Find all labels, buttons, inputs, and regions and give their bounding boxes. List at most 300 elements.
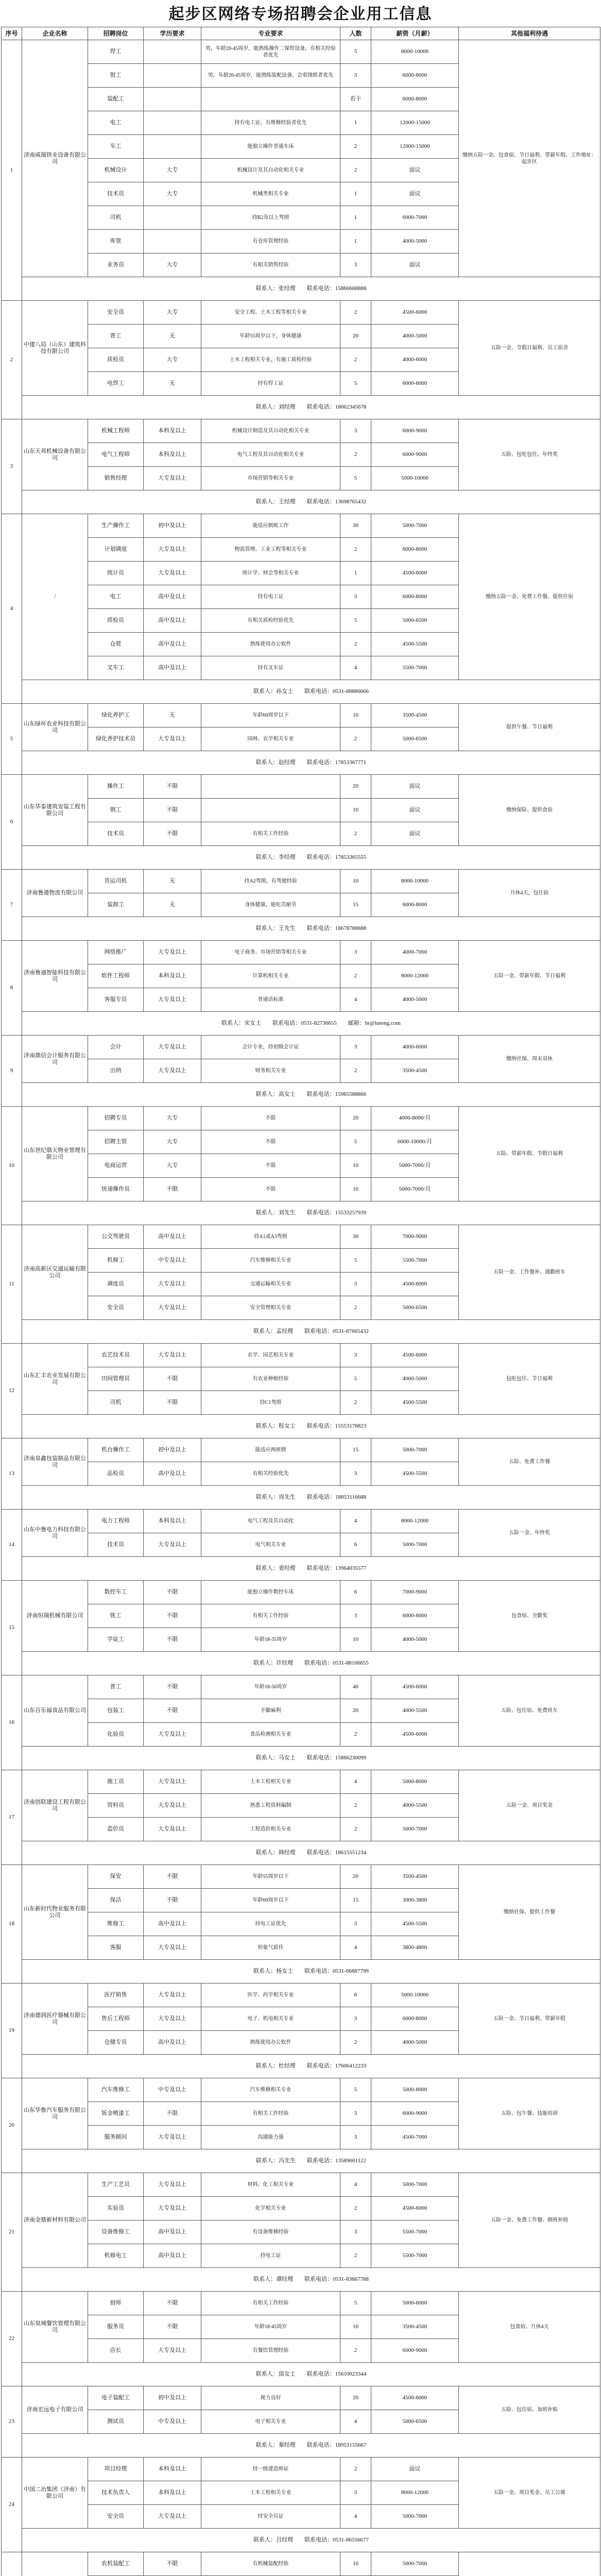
headcount: 40 bbox=[340, 1675, 371, 1699]
major-requirement: 汽车维修相关专业 bbox=[201, 2078, 340, 2102]
table-row bbox=[2, 1107, 600, 1130]
company-number: 9 bbox=[2, 1036, 22, 1107]
job-title: 计划调度 bbox=[88, 538, 144, 562]
job-title: 快递操作员 bbox=[88, 1178, 144, 1201]
headcount: 3 bbox=[340, 941, 371, 964]
major-requirement: 有相关工作经验 bbox=[201, 2102, 340, 2126]
salary: 7000-9000 bbox=[371, 1581, 459, 1604]
job-title: 田间管理员 bbox=[88, 1367, 144, 1391]
salary: 12000-15000 bbox=[371, 135, 459, 159]
major-requirement: 年龄60周岁以下 bbox=[201, 1889, 340, 1912]
education-requirement: 大专及以上 bbox=[144, 1794, 201, 1818]
company-name: 山东泉城餐饮管理有限公司 bbox=[22, 2292, 88, 2363]
table-row bbox=[2, 2458, 600, 2481]
table-row bbox=[2, 1865, 600, 1889]
benefits: 缴纳社保、周末双休 bbox=[459, 1036, 600, 1083]
headcount: 3 bbox=[340, 1912, 371, 1936]
headcount: 10 bbox=[340, 2315, 371, 2339]
major-requirement: 交通运输相关专业 bbox=[201, 1273, 340, 1296]
contact-info: 联系人：高女士 联系电话：15965588866 bbox=[22, 1083, 600, 1107]
headcount: 3 bbox=[340, 419, 371, 443]
major-requirement: 普通话标准 bbox=[201, 988, 340, 1012]
company-name: 山东汇丰农业发展有限公司 bbox=[22, 1344, 88, 1415]
salary: 4500-6000 bbox=[371, 2197, 459, 2221]
benefits: 缴纳五险一金、免费工作餐、提供住宿 bbox=[459, 514, 600, 680]
education-requirement: 大专及以上 bbox=[144, 1818, 201, 1841]
major-requirement: 熟练使用办公软件 bbox=[201, 633, 340, 656]
headcount: 10 bbox=[340, 1178, 371, 1201]
headcount: 5 bbox=[340, 2078, 371, 2102]
salary: 5000-7000/月 bbox=[371, 1154, 459, 1178]
headcount: 2 bbox=[340, 1794, 371, 1818]
job-title: 调度员 bbox=[88, 1273, 144, 1296]
company-name: 济南泉鑫包装制品有限公司 bbox=[22, 1438, 88, 1486]
headcount: 1 bbox=[340, 182, 371, 206]
company-number: 13 bbox=[2, 1438, 22, 1510]
benefits: 五险一金、免费工作餐、倒班补助 bbox=[459, 2173, 600, 2268]
recruitment-table bbox=[1, 27, 600, 2576]
contact-info: 联系人：赵经理 联系电话：17853367771 bbox=[22, 751, 600, 775]
major-requirement bbox=[201, 799, 340, 822]
education-requirement: 不限 bbox=[144, 1675, 201, 1699]
contact-row bbox=[2, 2434, 600, 2458]
education-requirement: 不限 bbox=[144, 1628, 201, 1652]
headcount: 2 bbox=[340, 2031, 371, 2055]
salary: 5500-7000 bbox=[371, 2244, 459, 2268]
education-requirement: 不限 bbox=[144, 775, 201, 799]
education-requirement: 不限 bbox=[144, 2102, 201, 2126]
salary: 5000-8000 bbox=[371, 2078, 459, 2102]
company-number: 2 bbox=[2, 301, 22, 419]
contact-info: 联系人：孟经理 联系电话：0531-87665432 bbox=[22, 1320, 600, 1344]
major-requirement: 持电工证优先 bbox=[201, 1912, 340, 1936]
salary: 3500-4500 bbox=[371, 1059, 459, 1083]
education-requirement: 不限 bbox=[144, 1865, 201, 1889]
headcount: 1 bbox=[340, 562, 371, 585]
headcount: 10 bbox=[340, 1154, 371, 1178]
major-requirement: 能适应两班倒 bbox=[201, 1438, 340, 1462]
salary: 6000-8000 bbox=[371, 2007, 459, 2031]
salary: 8000-10000 bbox=[371, 40, 459, 64]
header-pay: 薪资（月薪） bbox=[371, 27, 459, 40]
benefits: 缴纳社保、提供工作餐 bbox=[459, 1865, 600, 1960]
education-requirement: 本科及以上 bbox=[144, 2458, 201, 2481]
headcount: 5 bbox=[340, 609, 371, 633]
benefits: 五险一金、工作餐补、通勤班车 bbox=[459, 1225, 600, 1320]
company-number: 6 bbox=[2, 775, 22, 870]
contact-row bbox=[2, 2529, 600, 2552]
job-title: 安全员 bbox=[88, 2505, 144, 2529]
header-num: 人数 bbox=[340, 27, 371, 40]
contact-info: 联系人：吕经理 联系电话：0531-86556677 bbox=[22, 2529, 600, 2552]
job-title: 项目经理 bbox=[88, 2458, 144, 2481]
company-name: 中国二冶集团（济南）有限公司 bbox=[22, 2458, 88, 2529]
major-requirement: 计算机相关专业 bbox=[201, 964, 340, 988]
headcount: 2 bbox=[340, 1391, 371, 1415]
education-requirement: 大专及以上 bbox=[144, 1344, 201, 1367]
salary: 5000-7000 bbox=[371, 514, 459, 538]
headcount: 5 bbox=[340, 1249, 371, 1273]
major-requirement: 农学、园艺相关专业 bbox=[201, 1344, 340, 1367]
job-title: 农机装配工 bbox=[88, 2552, 144, 2576]
contact-row bbox=[2, 680, 600, 704]
headcount: 若干 bbox=[340, 88, 371, 111]
job-title: 仓储专员 bbox=[88, 2031, 144, 2055]
headcount: 3 bbox=[340, 2102, 371, 2126]
company-number: 23 bbox=[2, 2386, 22, 2458]
job-title: 铣工 bbox=[88, 1604, 144, 1628]
education-requirement: 大专及以上 bbox=[144, 1296, 201, 1320]
headcount: 2 bbox=[340, 538, 371, 562]
job-title: 设备维修工 bbox=[88, 2221, 144, 2244]
job-title: 软件工程师 bbox=[88, 964, 144, 988]
major-requirement: 化学相关专业 bbox=[201, 2197, 340, 2221]
table-row bbox=[2, 1344, 600, 1367]
table-row bbox=[2, 1984, 600, 2007]
headcount: 3 bbox=[340, 64, 371, 88]
company-name: 山东华泰建筑安装工程有限公司 bbox=[22, 775, 88, 846]
benefits: 五险、包吃包住、年终奖 bbox=[459, 419, 600, 490]
benefits: 五险、包午餐、技能培训 bbox=[459, 2078, 600, 2149]
major-requirement: 持有焊工证 bbox=[201, 372, 340, 396]
major-requirement: 年龄18-50周岁 bbox=[201, 1675, 340, 1699]
job-title: 仓管 bbox=[88, 633, 144, 656]
salary: 5000-8000 bbox=[371, 2292, 459, 2315]
salary: 面议 bbox=[371, 775, 459, 799]
major-requirement: 有仓库管理经验 bbox=[201, 230, 340, 253]
major-requirement: 土木工程相关专业 bbox=[201, 2481, 340, 2505]
table-row bbox=[2, 870, 600, 893]
headcount: 15 bbox=[340, 1438, 371, 1462]
education-requirement: 高中及以上 bbox=[144, 656, 201, 680]
company-number: 1 bbox=[2, 40, 22, 301]
headcount: 2 bbox=[340, 159, 371, 182]
salary: 6000-7000 bbox=[371, 206, 459, 230]
salary: 4000-5500 bbox=[371, 1699, 459, 1723]
job-title: 电焊工 bbox=[88, 372, 144, 396]
salary: 5000-7000 bbox=[371, 1438, 459, 1462]
company-number: 3 bbox=[2, 419, 22, 514]
education-requirement: 不限 bbox=[144, 1889, 201, 1912]
major-requirement: 机械设计制造及其自动化相关专业 bbox=[201, 419, 340, 443]
headcount: 3 bbox=[340, 1273, 371, 1296]
education-requirement: 大专 bbox=[144, 1130, 201, 1154]
headcount: 2 bbox=[340, 822, 371, 846]
contact-info: 联系人：冯先生 联系电话：13589001122 bbox=[22, 2149, 600, 2173]
headcount: 3 bbox=[340, 585, 371, 609]
contact-row bbox=[2, 277, 600, 301]
contact-info: 联系人：程女士 联系电话：15553178823 bbox=[22, 1415, 600, 1438]
education-requirement: 大专 bbox=[144, 159, 201, 182]
table-row bbox=[2, 2292, 600, 2315]
company-number: 22 bbox=[2, 2292, 22, 2386]
major-requirement: 男，年龄20-45周岁，能熟练操作二保焊设备，有相关经验者优先 bbox=[201, 40, 340, 64]
contact-row bbox=[2, 1652, 600, 1675]
contact-info: 联系人：韩经理 联系电话：18615551234 bbox=[22, 1841, 600, 1865]
company-number bbox=[2, 2552, 22, 2576]
contact-info: 联系人：周先生 联系电话：18853116688 bbox=[22, 1486, 600, 1510]
major-requirement bbox=[201, 88, 340, 111]
major-requirement: 不限 bbox=[201, 1107, 340, 1130]
headcount: 2 bbox=[340, 2244, 371, 2268]
major-requirement: 年龄18-45周岁 bbox=[201, 2315, 340, 2339]
major-requirement: 年龄55周岁以下 bbox=[201, 1865, 340, 1889]
job-title: 电工 bbox=[88, 111, 144, 135]
benefits: 五险一金、节日福利、带薪年假 bbox=[459, 1984, 600, 2055]
contact-row bbox=[2, 1486, 600, 1510]
job-title: 施工员 bbox=[88, 1770, 144, 1794]
salary: 6000-8000 bbox=[371, 538, 459, 562]
company-number: 4 bbox=[2, 514, 22, 704]
job-title: 实验员 bbox=[88, 2197, 144, 2221]
education-requirement bbox=[144, 111, 201, 135]
salary: 4500-6000 bbox=[371, 301, 459, 325]
job-title: 公交驾驶员 bbox=[88, 1225, 144, 1249]
major-requirement: 有餐饮管理经验 bbox=[201, 2339, 340, 2363]
job-title: 焊工 bbox=[88, 40, 144, 64]
table-row bbox=[2, 2173, 600, 2197]
job-title: 技术负责人 bbox=[88, 2481, 144, 2505]
education-requirement: 高中及以上 bbox=[144, 2031, 201, 2055]
education-requirement: 不限 bbox=[144, 1604, 201, 1628]
major-requirement: 视力良好 bbox=[201, 2386, 340, 2410]
education-requirement: 大专 bbox=[144, 1107, 201, 1130]
headcount: 10 bbox=[340, 1628, 371, 1652]
salary: 面议 bbox=[371, 822, 459, 846]
education-requirement: 大专及以上 bbox=[144, 2126, 201, 2149]
education-requirement: 无 bbox=[144, 704, 201, 727]
job-title: 司机 bbox=[88, 206, 144, 230]
job-title: 生产工艺员 bbox=[88, 2173, 144, 2197]
company-name: 山东绿环农业科技有限公司 bbox=[22, 704, 88, 751]
salary: 8000-10000 bbox=[371, 870, 459, 893]
contact-info: 联系人：杨女士 联系电话：0531-66887799 bbox=[22, 1960, 600, 1984]
salary: 4500-5500 bbox=[371, 633, 459, 656]
headcount: 4 bbox=[340, 1510, 371, 1533]
job-title: 机修电工 bbox=[88, 2244, 144, 2268]
job-title: 电气工程师 bbox=[88, 443, 144, 467]
headcount: 1 bbox=[340, 111, 371, 135]
salary: 6000-10000/月 bbox=[371, 1130, 459, 1154]
job-title: 电力工程师 bbox=[88, 1510, 144, 1533]
job-title: 品检员 bbox=[88, 1462, 144, 1486]
contact-info: 联系人：王经理 联系电话：13698765432 bbox=[22, 490, 600, 514]
company-name: 济南高新区交通运输有限公司 bbox=[22, 1225, 88, 1320]
benefits: 五险、包住宿、免费班车 bbox=[459, 1675, 600, 1747]
table-row bbox=[2, 1036, 600, 1059]
headcount: 10 bbox=[340, 704, 371, 727]
headcount: 3 bbox=[340, 1462, 371, 1486]
major-requirement: 沟通能力强 bbox=[201, 2126, 340, 2149]
education-requirement: 大专及以上 bbox=[144, 1059, 201, 1083]
headcount: 2 bbox=[340, 727, 371, 751]
major-requirement: 机械设计及其自动化相关专业 bbox=[201, 159, 340, 182]
job-title: 机械设计 bbox=[88, 159, 144, 182]
headcount: 4 bbox=[340, 2505, 371, 2529]
headcount: 20 bbox=[340, 775, 371, 799]
major-requirement: 市场营销等相关专业 bbox=[201, 467, 340, 490]
major-requirement: 持B2及以上驾照 bbox=[201, 206, 340, 230]
headcount: 2 bbox=[340, 443, 371, 467]
education-requirement: 大专及以上 bbox=[144, 1533, 201, 1557]
major-requirement: 机械类相关专业 bbox=[201, 182, 340, 206]
headcount: 3 bbox=[340, 1344, 371, 1367]
benefits: 五险、免费工作餐 bbox=[459, 1438, 600, 1486]
page-title: 起步区网络专场招聘会企业用工信息 bbox=[168, 6, 433, 23]
job-title: 造价员 bbox=[88, 1818, 144, 1841]
job-title: 农艺技术员 bbox=[88, 1344, 144, 1367]
contact-row bbox=[2, 2149, 600, 2173]
job-title: 普工 bbox=[88, 1675, 144, 1699]
salary: 6000-9000 bbox=[371, 443, 459, 467]
major-requirement: 持有叉车证 bbox=[201, 656, 340, 680]
job-title: 售后工程师 bbox=[88, 2007, 144, 2031]
education-requirement: 大专及以上 bbox=[144, 2197, 201, 2221]
company-number: 16 bbox=[2, 1675, 22, 1770]
salary: 6000-9000 bbox=[371, 419, 459, 443]
education-requirement bbox=[144, 230, 201, 253]
salary: 12000-15000 bbox=[371, 111, 459, 135]
job-title: 学徒工 bbox=[88, 1628, 144, 1652]
job-title: 普工 bbox=[88, 325, 144, 348]
salary: 4500-5500 bbox=[371, 1912, 459, 1936]
company-number: 12 bbox=[2, 1344, 22, 1438]
major-requirement: 电气相关专业 bbox=[201, 1533, 340, 1557]
major-requirement: 持电工证 bbox=[201, 2244, 340, 2268]
headcount: 6 bbox=[340, 1581, 371, 1604]
job-title: 机械工程师 bbox=[88, 419, 144, 443]
contact-info: 联系人：许经理 联系电话：0531-88106655 bbox=[22, 1652, 600, 1675]
salary: 3500-4500 bbox=[371, 704, 459, 727]
job-title: 数控车工 bbox=[88, 1581, 144, 1604]
education-requirement: 大专及以上 bbox=[144, 2173, 201, 2197]
job-title: 汽车维修工 bbox=[88, 2078, 144, 2102]
salary: 5000-8000 bbox=[371, 1770, 459, 1794]
table-row bbox=[2, 2078, 600, 2102]
benefits: 五险一金、带薪年假、节日福利 bbox=[459, 941, 600, 1012]
contact-row bbox=[2, 1747, 600, 1770]
table-row bbox=[2, 1675, 600, 1699]
salary: 5000-7000/月 bbox=[371, 1178, 459, 1201]
salary: 5500-7000 bbox=[371, 1249, 459, 1273]
education-requirement: 本科及以上 bbox=[144, 1510, 201, 1533]
salary: 4000-5000 bbox=[371, 325, 459, 348]
salary: 4500-6000 bbox=[371, 1723, 459, 1747]
education-requirement: 无 bbox=[144, 893, 201, 917]
headcount: 6 bbox=[340, 1984, 371, 2007]
header-row bbox=[2, 27, 600, 40]
education-requirement: 不限 bbox=[144, 1178, 201, 1201]
job-title: 质检员 bbox=[88, 609, 144, 633]
headcount: 3 bbox=[340, 1604, 371, 1628]
header-no: 序号 bbox=[2, 27, 22, 40]
education-requirement: 高中及以上 bbox=[144, 633, 201, 656]
contact-info: 联系人：宋女士 联系电话：0531-82736655 邮箱：hr@lutong.com bbox=[22, 1012, 600, 1036]
company-name: 济南威瑞铁业设备有限公司 bbox=[22, 40, 88, 277]
headcount: 2 bbox=[340, 348, 371, 372]
education-requirement: 大专及以上 bbox=[144, 2007, 201, 2031]
salary: 5000-6500 bbox=[371, 1296, 459, 1320]
education-requirement bbox=[144, 206, 201, 230]
job-title: 包装工 bbox=[88, 1699, 144, 1723]
benefits: 月休4天，包住宿 bbox=[459, 870, 600, 917]
salary: 5000-10000 bbox=[371, 1984, 459, 2007]
major-requirement: 熟悉工程资料编制 bbox=[201, 1794, 340, 1818]
salary: 8000-12000 bbox=[371, 1510, 459, 1533]
major-requirement: 有机械装配经验 bbox=[201, 2552, 340, 2576]
education-requirement: 不限 bbox=[144, 1581, 201, 1604]
company-number: 11 bbox=[2, 1225, 22, 1344]
headcount: 10 bbox=[340, 870, 371, 893]
salary: 5000-7000 bbox=[371, 1533, 459, 1557]
major-requirement: 电子商务、市场营销等相关专业 bbox=[201, 941, 340, 964]
salary: 6000-8000 bbox=[371, 585, 459, 609]
job-title: 出纳 bbox=[88, 1059, 144, 1083]
salary: 面议 bbox=[371, 799, 459, 822]
table-row bbox=[2, 2552, 600, 2576]
education-requirement: 大专及以上 bbox=[144, 941, 201, 964]
table-row bbox=[2, 1770, 600, 1794]
contact-info: 联系人：王先生 联系电话：18678788888 bbox=[22, 917, 600, 941]
education-requirement: 大专 bbox=[144, 301, 201, 325]
salary: 7000-9000 bbox=[371, 1225, 459, 1249]
job-title: 网络推广 bbox=[88, 941, 144, 964]
company-name: 山东世纪鼎天物业管理有限公司 bbox=[22, 1107, 88, 1201]
education-requirement: 本科及以上 bbox=[144, 419, 201, 443]
table-row bbox=[2, 941, 600, 964]
headcount: 1 bbox=[340, 230, 371, 253]
major-requirement: 持C1驾照 bbox=[201, 1391, 340, 1415]
salary: 4000-5000 bbox=[371, 230, 459, 253]
job-title: 钣金喷漆工 bbox=[88, 2102, 144, 2126]
salary: 5000-7000 bbox=[371, 2173, 459, 2197]
major-requirement: 不限 bbox=[201, 1154, 340, 1178]
job-title: 装卸工 bbox=[88, 893, 144, 917]
company-name: 中建八局（山东）建筑科技有限公司 bbox=[22, 301, 88, 396]
education-requirement: 初中及以上 bbox=[144, 514, 201, 538]
job-title: 司机 bbox=[88, 1391, 144, 1415]
job-title: 会计 bbox=[88, 1036, 144, 1059]
company-name: 济南鲁通智能科技有限公司 bbox=[22, 941, 88, 1012]
education-requirement: 高中及以上 bbox=[144, 1462, 201, 1486]
education-requirement: 大专及以上 bbox=[144, 1936, 201, 1960]
major-requirement: 电子相关专业 bbox=[201, 2410, 340, 2434]
major-requirement: 安全管理相关专业 bbox=[201, 1296, 340, 1320]
major-requirement: 电气工程及其自动化 bbox=[201, 1510, 340, 1533]
contact-row bbox=[2, 2363, 600, 2386]
salary: 6000-8000 bbox=[371, 64, 459, 88]
benefits: 五险、包住宿、加班补贴 bbox=[459, 2386, 600, 2434]
major-requirement: 财务相关专业 bbox=[201, 1059, 340, 1083]
job-title: 化验员 bbox=[88, 1723, 144, 1747]
headcount: 4 bbox=[340, 988, 371, 1012]
education-requirement: 高中及以上 bbox=[144, 585, 201, 609]
education-requirement: 高中及以上 bbox=[144, 2221, 201, 2244]
job-title: 服务员 bbox=[88, 2315, 144, 2339]
education-requirement: 高中及以上 bbox=[144, 1225, 201, 1249]
job-title: 安全员 bbox=[88, 1296, 144, 1320]
headcount: 30 bbox=[340, 1225, 371, 1249]
job-title: 技术员 bbox=[88, 822, 144, 846]
company-number: 18 bbox=[2, 1865, 22, 1984]
education-requirement: 初中及以上 bbox=[144, 2386, 201, 2410]
major-requirement: 物流管理、工业工程等相关专业 bbox=[201, 538, 340, 562]
education-requirement bbox=[144, 135, 201, 159]
major-requirement: 有农业种植经验 bbox=[201, 1367, 340, 1391]
salary: 4500-5500 bbox=[371, 1391, 459, 1415]
major-requirement: 有相关工作经验 bbox=[201, 1604, 340, 1628]
education-requirement: 高中及以上 bbox=[144, 609, 201, 633]
